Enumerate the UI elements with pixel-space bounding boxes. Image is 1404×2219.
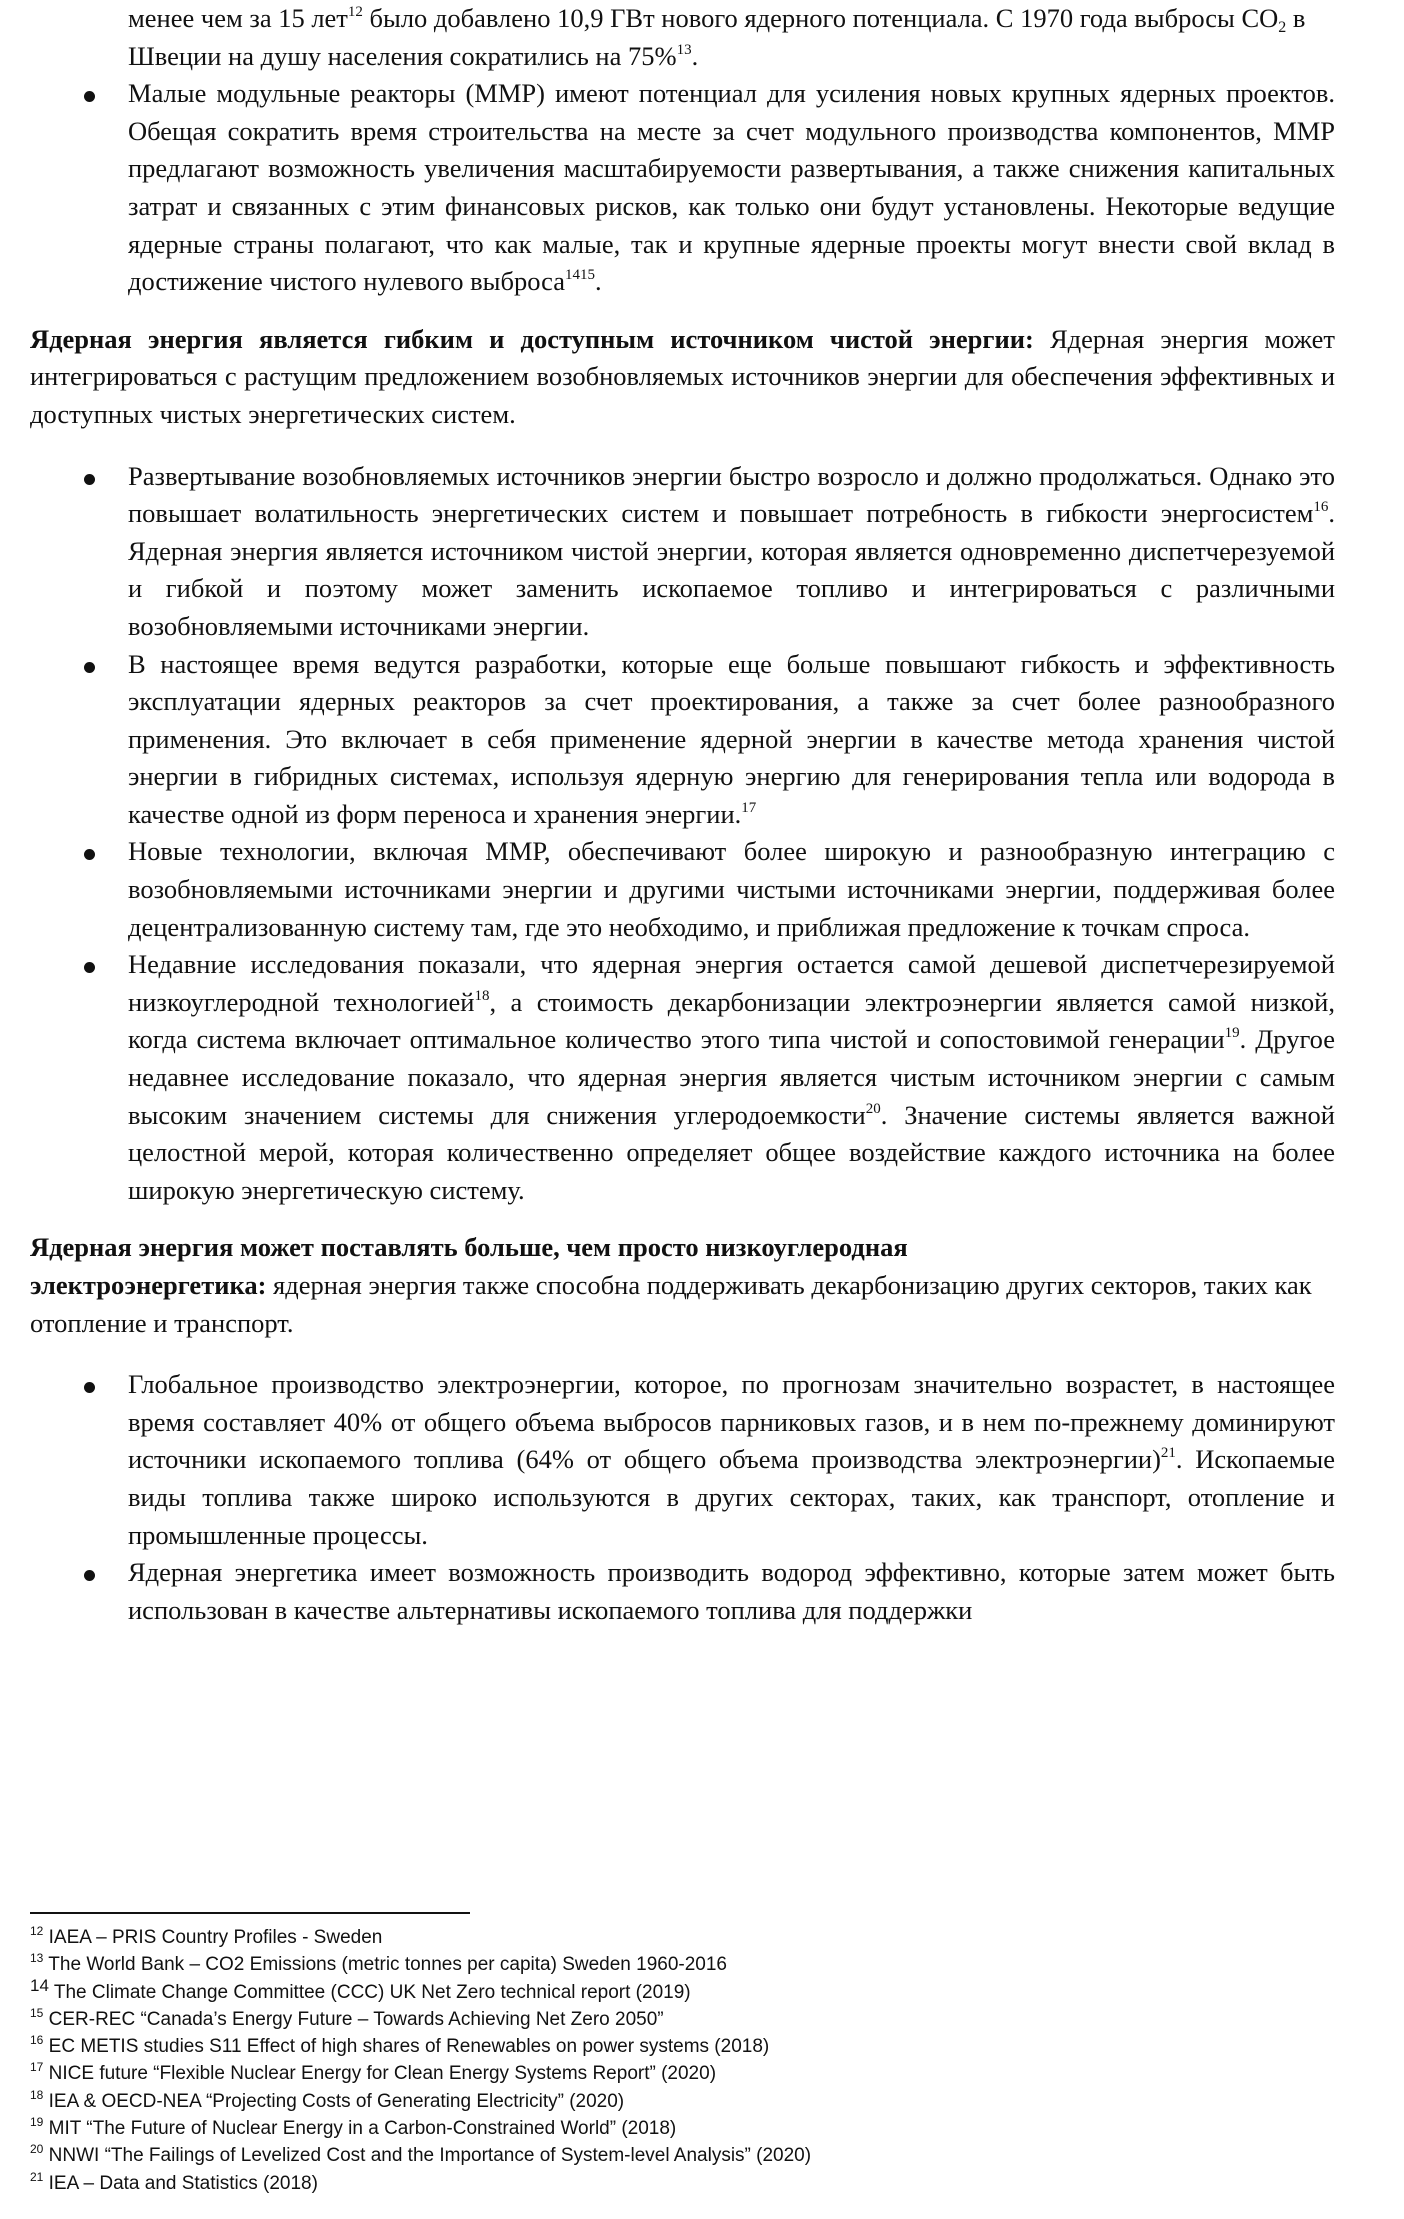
footnote-20: $^{20}$ NNWI “The Failings of Levelized Cost and the Importance of System-level Analysis” (2020) [30, 2142, 812, 2167]
list-item: В настоящее время ведутся разработки, которые еще больше повышают гибкость и эффективность эксплуатации ядерных реакторов за счет проектирования, а также за счет более разнообразного применения. Это включает в себя применение ядерной энергии в качестве метода хранения чистой энергии в гибридных системах, используя ядерную энергию для генерирования тепла или водорода в качестве одной из форм переноса и хранения энергии.$^{17}$ [30, 646, 1335, 834]
list-item: Развертывание возобновляемых источников энергии быстро возросло и должно продолжаться. Однако это повышает волатильность энергетических систем и повышает потребность в гибкости энергосистем$^{16}$. Ядерная энергия является источником чистой энергии, которая является одновременно диспетчерезуемой и гибкой и поэтому может заменить ископаемое топливо и интегрироваться с различными возобновляемыми источниками энергии. [30, 458, 1335, 646]
section-heading: Ядерная энергия является гибким и доступным источником чистой энергии: [30, 323, 1034, 354]
list-item: Ядерная энергетика имеет возможность производить водород эффективно, которые затем может быть использован в качестве альтернативы ископаемого топлива для поддержки [30, 1554, 1335, 1629]
footnote-ref-19[interactable]: 19 [1224, 1025, 1240, 1042]
footnotes [30, 1912, 1335, 2197]
footnote-ref-13[interactable]: 13 [676, 41, 692, 58]
list-item: Малые модульные реакторы (ММР) имеют потенциал для усиления новых крупных ядерных проектов. Обещая сократить время строительства на месте за счет модульного производства компонентов, ММР предлагают возможность увеличения масштабируемости развертывания, а также снижения капитальных затрат и связанных с этим финансовых рисков, как только они будут установлены. Некоторые ведущие ядерные страны полагают, что как малые, так и крупные ядерные проекты могут внести свой вклад в достижение чистого нулевого выброса$^{1415}$. [30, 75, 1335, 301]
bullet-list-flexible [30, 458, 1335, 1210]
footnote-17: $^{17}$ NICE future “Flexible Nuclear Energy for Clean Energy Systems Report” (2020) [30, 2060, 717, 2085]
footnote-ref-1415[interactable]: 1415 [564, 267, 595, 284]
footnote-ref-21[interactable]: 21 [1160, 1445, 1176, 1462]
bullet-list-beyond-electricity [30, 1366, 1335, 1629]
footnote-18: $^{18}$ IEA & OECD-NEA “Projecting Costs of Generating Electricity” (2020) [30, 2087, 625, 2112]
list-item: менее чем за 15 лет$^{12}$ было добавлено 10,9 ГВт нового ядерного потенциала. С 1970 года выбросы $CO_2$ в Швеции на душу населения сократились на 75%$^{13}$. [128, 3, 1306, 71]
bullet-icon [84, 474, 95, 485]
footnote-ref-17[interactable]: 17 [741, 799, 757, 816]
list-item: Глобальное производство электроэнергии, которое, по прогнозам значительно возрастет, в настоящее время составляет 40% от общего объема выбросов парниковых газов, и в нем по-прежнему доминируют источники ископаемого топлива (64% от общего объема производства электроэнергии)$^{21}$. Ископаемые виды топлива также широко используются в других секторах, таких, как транспорт, отопление и промышленные процессы. [30, 1366, 1335, 1554]
continued-bullet-list [30, 0, 1335, 301]
bullet-icon [84, 91, 95, 102]
bullet-icon [84, 1570, 95, 1581]
document-body [30, 0, 1335, 1629]
footnote-19: $^{19}$ MIT “The Future of Nuclear Energy in a Carbon-Constrained World” (2018) [30, 2115, 677, 2140]
footnote-13: $^{13}$ The World Bank – CO2 Emissions (metric tonnes per capita) Sweden 1960-2016 [30, 1951, 727, 1976]
section-paragraph-beyond-electricity: Ядерная энергия может поставлять больше, чем просто низкоуглеродная электроэнергетика: ядерная энергия также способна поддерживать декарбонизацию других секторов, таких как отопление и транспорт. [30, 1232, 1312, 1338]
list-item: Недавние исследования показали, что ядерная энергия остается самой дешевой диспетчерезируемой низкоуглеродной технологией$^{18}$, а стоимость декарбонизации электроэнергии является самой низкой, когда система включает оптимальное количество этого типа чистой и сопостовимой генерации$^{19}$. Другое недавнее исследование показало, что ядерная энергия является чистым источником энергии с самым высоким значением системы для снижения углеродоемкости$^{20}$. Значение системы является важной целостной мерой, которая количественно определяет общее воздействие каждого источника на более широкую энергетическую систему. [30, 946, 1335, 1209]
section-heading: Ядерная энергия может поставлять больше, чем просто низкоуглеродная [30, 1232, 908, 1263]
bullet-icon [84, 962, 95, 973]
footnote-ref-18[interactable]: 18 [474, 987, 490, 1004]
footnote-ref-12[interactable]: 12 [347, 4, 363, 20]
footnote-14: $^{14}$ The Climate Change Committee (CCC) UK Net Zero technical report (2019) [30, 1975, 691, 2003]
footnote-separator [30, 1912, 470, 1914]
section-heading-cont: электроэнергетика: [30, 1270, 267, 1300]
bullet-icon [84, 662, 95, 673]
footnote-16: $^{16}$ EC METIS studies S11 Effect of high shares of Renewables on power systems (2018) [30, 2033, 770, 2058]
section-paragraph-flexible: Ядерная энергия является гибким и доступным источником чистой энергии: Ядерная энергия может интегрироваться с растущим предложением возобновляемых источников энергии для обеспечения эффективных и доступных чистых энергетических систем. [30, 323, 1335, 429]
bullet-icon [84, 1382, 95, 1393]
list-item: Новые технологии, включая ММР, обеспечивают более широкую и разнообразную интеграцию с возобновляемыми источниками энергии и другими чистыми источниками энергии, поддерживая более децентрализованную систему там, где это необходимо, и приближая предложение к точкам спроса. [30, 833, 1335, 946]
bullet-icon [84, 849, 95, 860]
footnote-15: $^{15}$ CER-REC “Canada’s Energy Future – Towards Achieving Net Zero 2050” [30, 2005, 664, 2030]
footnote-ref-20[interactable]: 20 [865, 1100, 881, 1117]
footnote-12: $^{12}$ IAEA – PRIS Country Profiles - Sweden [30, 1924, 383, 1948]
footnote-ref-16[interactable]: 16 [1313, 499, 1329, 516]
footnote-21: $^{21}$ IEA – Data and Statistics (2018) [30, 2169, 318, 2194]
